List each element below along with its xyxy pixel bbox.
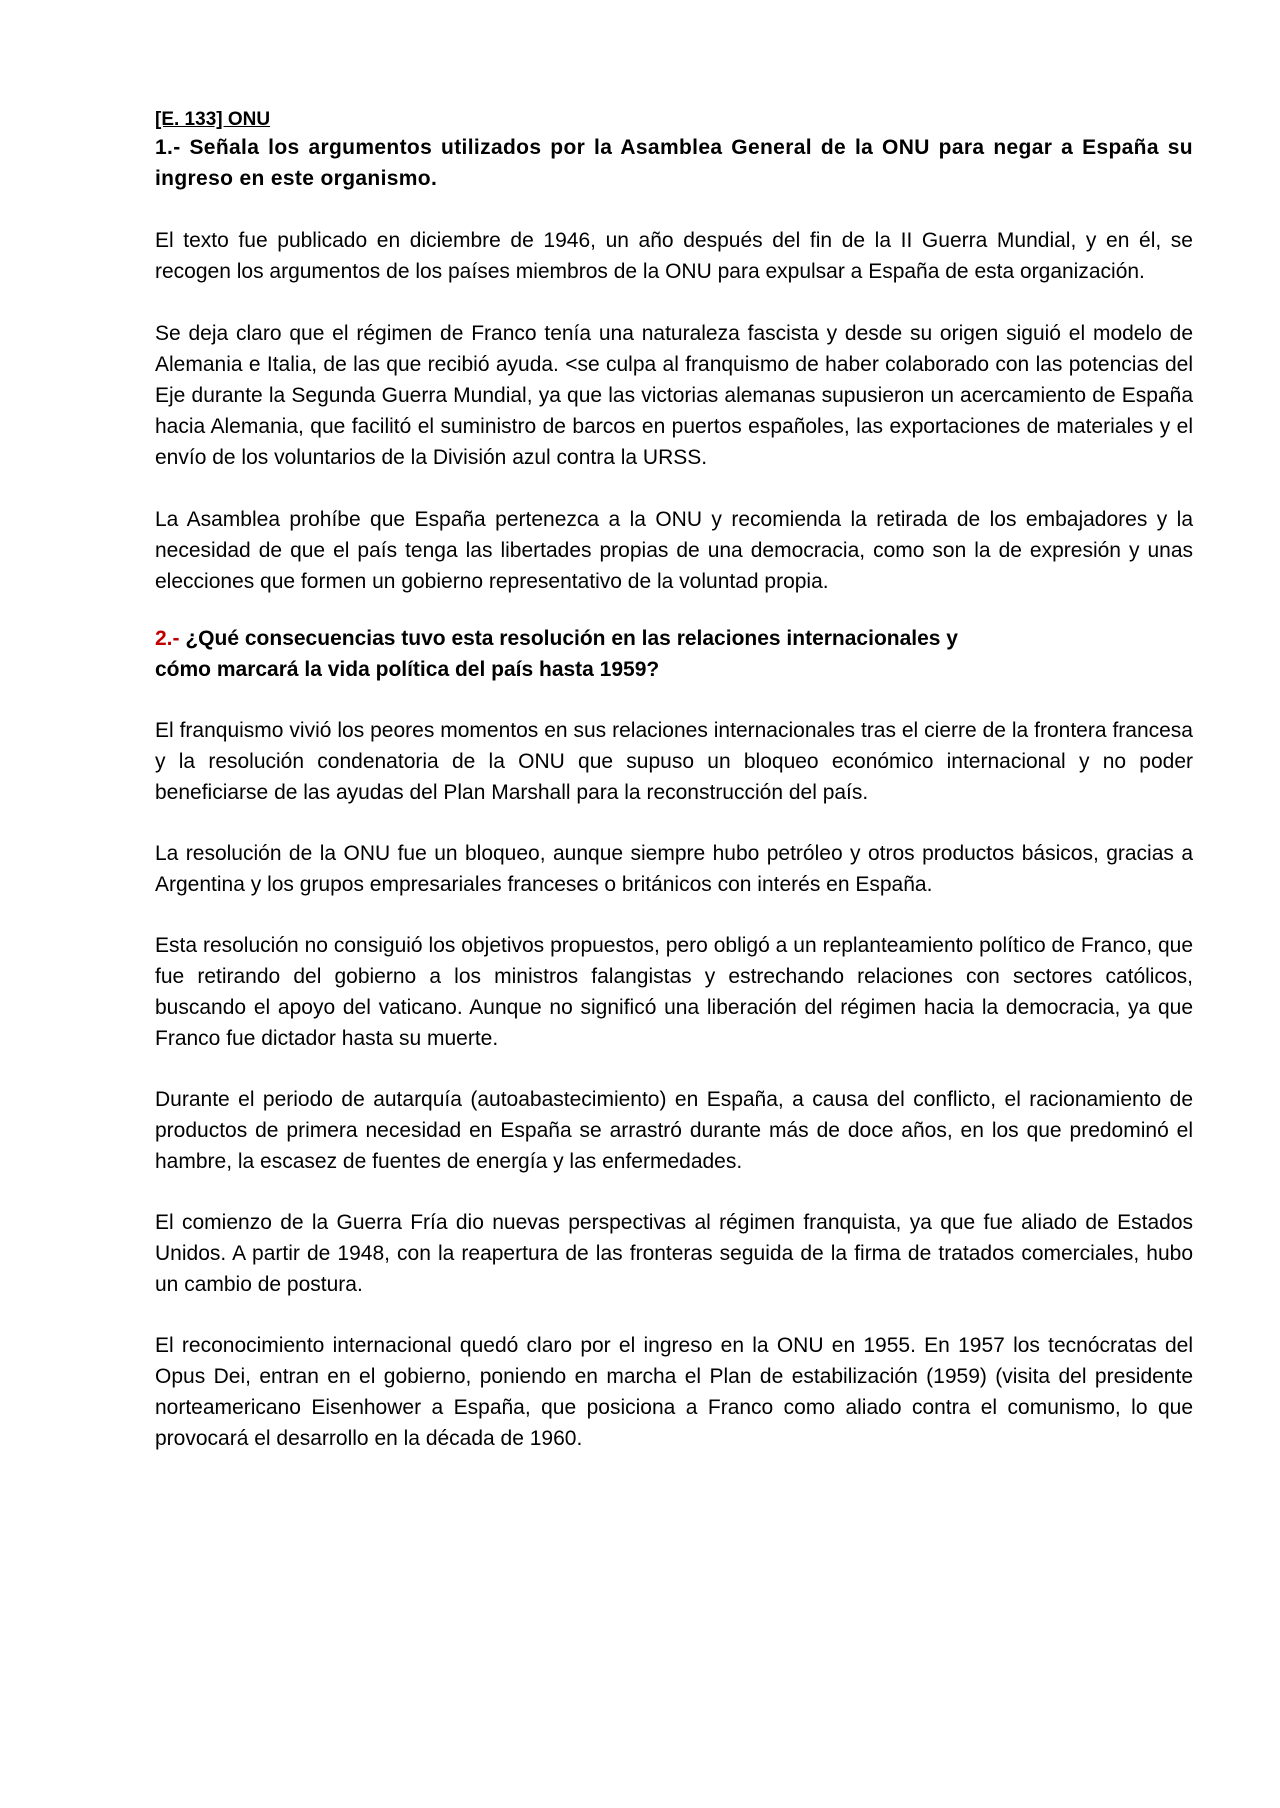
document-reference: [E. 133] ONU — [155, 109, 271, 130]
answer-2-paragraph-1: El franquismo vivió los peores momentos en sus relaciones internacionales tras el cierre de la frontera francesa y la resolución condenatoria de la ONU que supuso un bloqueo económico internacional y no poder beneficiarse de las ayudas del Plan Marshall para la reconstrucción del país. — [155, 719, 1193, 804]
question-1: 1.- Señala los argumentos utilizados por la Asamblea General de la ONU para negar a España su ingreso en este organismo. — [155, 136, 1193, 190]
answer-2-paragraph-5: El comienzo de la Guerra Fría dio nuevas perspectivas al régimen franquista, ya que fue aliado de Estados Unidos. A partir de 1948, con la reapertura de las fronteras seguida de la firma de tratados comerciales, hubo un cambio de postura. — [155, 1211, 1193, 1296]
answer-2-paragraph-2: La resolución de la ONU fue un bloqueo, aunque siempre hubo petróleo y otros productos básicos, gracias a Argentina y los grupos empresariales franceses o británicos con interés en España. — [155, 842, 1193, 896]
answer-2-paragraph-4: Durante el periodo de autarquía (autoabastecimiento) en España, a causa del conflicto, el racionamiento de productos de primera necesidad en España se arrastró durante más de doce años, en los que predominó el hambre, la escasez de fuentes de energía y las enfermedades. — [155, 1088, 1193, 1173]
question-2-number: 2.- — [155, 627, 180, 650]
answer-1-paragraph-1: El texto fue publicado en diciembre de 1946, un año después del fin de la II Guerra Mundial, y en él, se recogen los argumentos de los países miembros de la ONU para expulsar a España de esta organización. — [155, 229, 1193, 283]
answer-2-paragraph-6: El reconocimiento internacional quedó claro por el ingreso en la ONU en 1955. En 1957 los tecnócratas del Opus Dei, entran en el gobierno, poniendo en marcha el Plan de estabilización (1959) (visita del presidente norteamericano Eisenhower a España, que posiciona a Franco como aliado contra el comunismo, lo que provocará el desarrollo en la década de 1960. — [155, 1334, 1193, 1450]
answer-1-paragraph-2: Se deja claro que el régimen de Franco tenía una naturaleza fascista y desde su origen siguió el modelo de Alemania e Italia, de las que recibió ayuda. <se culpa al franquismo de haber colaborado con las potencias del Eje durante la Segunda Guerra Mundial, ya que las victorias alemanas supusieron un acercamiento de España hacia Alemania, que facilitó el suministro de barcos en puertos españoles, las exportaciones de materiales y el envío de los voluntarios de la División azul contra la URSS. — [155, 322, 1193, 469]
question-2-line-1: ¿Qué consecuencias tuvo esta resolución en las relaciones internacionales y — [185, 627, 958, 650]
answer-2-paragraph-3: Esta resolución no consiguió los objetivos propuestos, pero obligó a un replanteamiento político de Franco, que fue retirando del gobierno a los ministros falangistas y estrechando relaciones con sectores católicos, buscando el apoyo del vaticano. Aunque no significó una liberación del régimen hacia la democracia, ya que Franco fue dictador hasta su muerte. — [155, 934, 1193, 1050]
question-2-line-2: cómo marcará la vida política del país hasta 1959? — [155, 658, 660, 681]
document-page — [155, 108, 1193, 1454]
answer-1-paragraph-3: La Asamblea prohíbe que España pertenezca a la ONU y recomienda la retirada de los embajadores y la necesidad de que el país tenga las libertades propias de una democracia, como son la de expresión y unas elecciones que formen un gobierno representativo de la voluntad propia. — [155, 508, 1193, 593]
question-2 — [155, 623, 1193, 685]
